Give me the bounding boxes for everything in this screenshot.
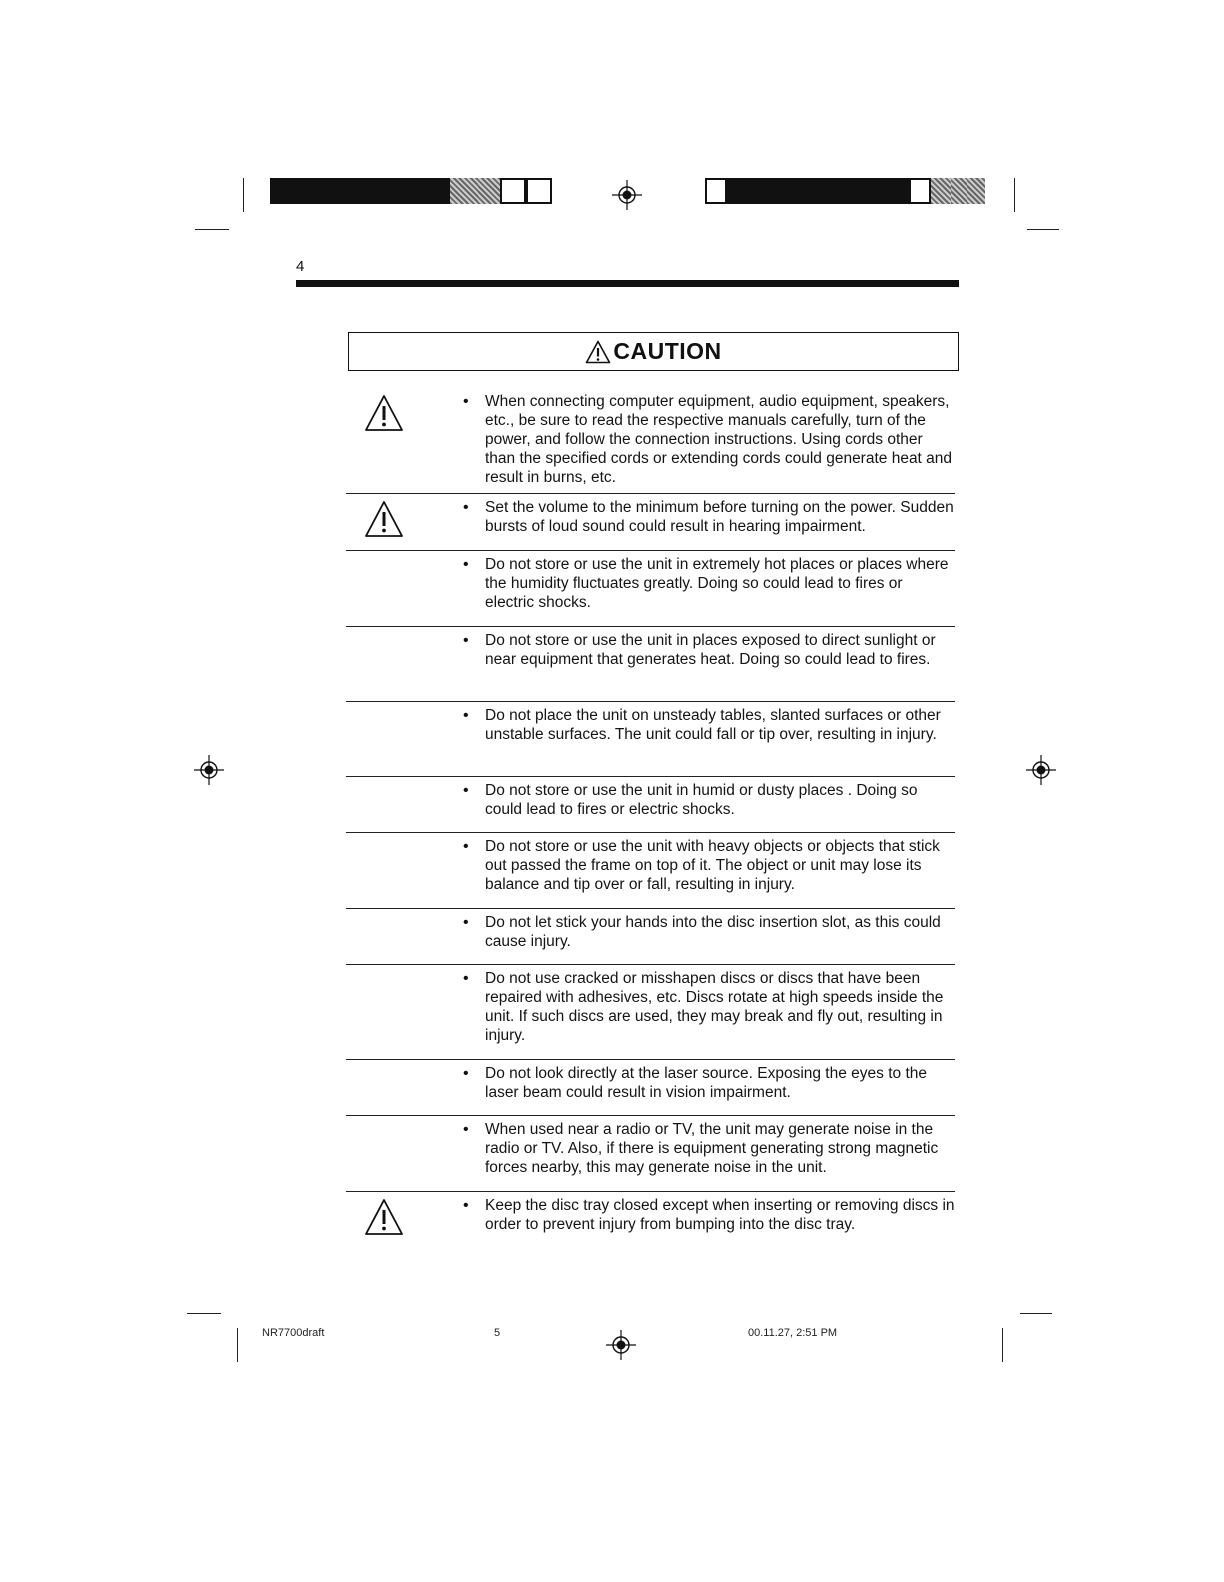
color-bar-right	[705, 178, 985, 204]
bullet: •	[463, 1065, 469, 1082]
bullet: •	[463, 970, 469, 987]
crop-mark	[195, 229, 229, 230]
bullet: •	[463, 707, 469, 724]
caution-item	[346, 702, 955, 777]
caution-item	[346, 1060, 955, 1116]
page-number: 4	[296, 258, 305, 275]
bullet: •	[463, 632, 469, 649]
footer-filename: NR7700draft	[262, 1327, 325, 1339]
footer-timestamp: 00.11.27, 2:51 PM	[748, 1327, 838, 1339]
caution-item-text: Do not look directly at the laser source. Exposing the eyes to the laser beam could result in vision impairment.	[485, 1065, 927, 1101]
footer-sheet-number: 5	[494, 1327, 501, 1339]
crop-mark	[243, 178, 244, 212]
crop-mark	[237, 1328, 238, 1362]
caution-title: CAUTION	[613, 338, 722, 364]
caution-item	[346, 1116, 955, 1192]
warning-triangle-icon	[364, 500, 404, 538]
bullet: •	[463, 838, 469, 855]
registration-mark-icon	[606, 1330, 636, 1360]
bullet: •	[463, 1121, 469, 1138]
header-rule	[296, 280, 959, 287]
caution-item	[346, 388, 955, 494]
caution-item	[346, 833, 955, 909]
caution-item-text: Do not store or use the unit in places exposed to direct sunlight or near equipment that generates heat. Doing so could lead to fires.	[485, 632, 936, 668]
caution-item	[346, 551, 955, 627]
crop-mark	[187, 1313, 221, 1314]
crop-mark	[1020, 1313, 1052, 1314]
caution-item-text: Do not store or use the unit with heavy objects or objects that stick out passed the frame on top of it. The object or unit may lose its balance and tip over or fall, resulting in injury.	[485, 838, 940, 893]
crop-mark	[1027, 229, 1059, 230]
bullet: •	[463, 499, 469, 516]
warning-triangle-icon	[585, 340, 611, 364]
caution-item	[346, 965, 955, 1060]
bullet: •	[463, 556, 469, 573]
caution-item	[346, 627, 955, 702]
caution-item-text: Do not store or use the unit in humid or dusty places . Doing so could lead to fires or electric shocks.	[485, 782, 918, 818]
caution-item-text: Do not place the unit on unsteady tables, slanted surfaces or other unstable surfaces. The unit could fall or tip over, resulting in injury.	[485, 707, 941, 743]
caution-item-text: Keep the disc tray closed except when inserting or removing discs in order to prevent injury from bumping into the disc tray.	[485, 1197, 955, 1233]
bullet: •	[463, 914, 469, 931]
color-bar-left	[270, 178, 552, 204]
caution-item-text: Do not use cracked or misshapen discs or discs that have been repaired with adhesives, etc. Discs rotate at high speeds inside the unit. If such discs are used, they may break and fly out, resulting in injury.	[485, 970, 944, 1044]
crop-mark	[1014, 178, 1015, 212]
warning-triangle-icon	[364, 1198, 404, 1236]
caution-item	[346, 777, 955, 833]
caution-item-text: Set the volume to the minimum before turning on the power. Sudden bursts of loud sound could result in hearing impairment.	[485, 499, 954, 535]
caution-heading-box	[348, 332, 959, 371]
registration-mark-icon	[1026, 755, 1056, 785]
bullet: •	[463, 1197, 469, 1214]
caution-item-text: When used near a radio or TV, the unit may generate noise in the radio or TV. Also, if there is equipment generating strong magnetic forces nearby, this may generate noise in the unit.	[485, 1121, 939, 1176]
warning-triangle-icon	[364, 394, 404, 432]
caution-item-text: Do not let stick your hands into the disc insertion slot, as this could cause injury.	[485, 914, 941, 950]
caution-item	[346, 1192, 955, 1262]
caution-item	[346, 909, 955, 965]
crop-mark	[1002, 1328, 1003, 1362]
caution-item-text: Do not store or use the unit in extremely hot places or places where the humidity fluctuates greatly. Doing so could lead to fires or electric shocks.	[485, 556, 949, 611]
bullet: •	[463, 782, 469, 799]
bullet: •	[463, 393, 469, 410]
registration-mark-icon	[612, 180, 642, 210]
caution-item-text: When connecting computer equipment, audio equipment, speakers, etc., be sure to read the respective manuals carefully, turn of the power, and follow the connection instructions. Using cords other than the specified cords or extending cords could generate heat and result in burns, etc.	[485, 393, 953, 486]
caution-item	[346, 494, 955, 551]
registration-mark-icon	[194, 755, 224, 785]
